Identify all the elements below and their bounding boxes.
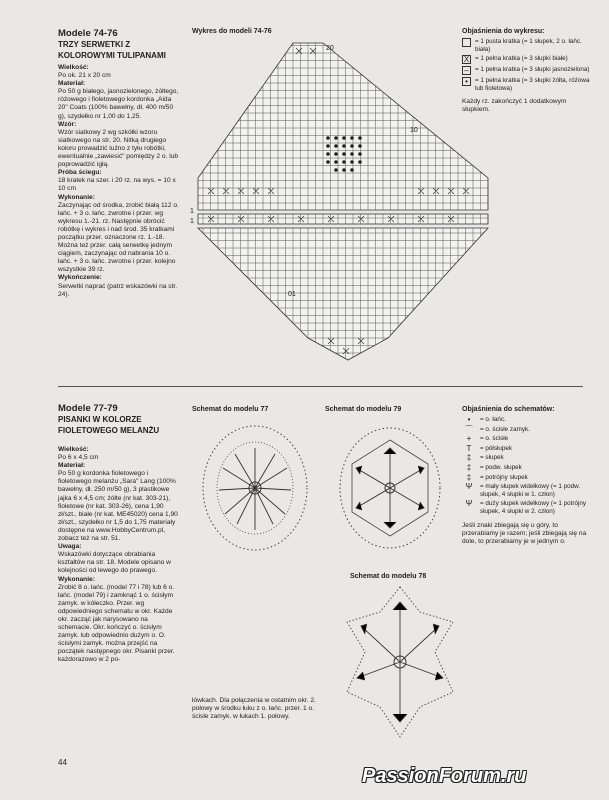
scheme-77-caption: Schemat do modelu 77	[192, 406, 269, 413]
section-divider	[58, 386, 583, 387]
bottom-legend-item	[462, 426, 590, 434]
top-section-label: Wielkość:	[58, 64, 89, 71]
scheme-78-diagram	[335, 582, 465, 742]
bottom-legend-item	[462, 435, 590, 443]
chain-icon: •	[467, 415, 471, 424]
bottom-continued-text: łówkach. Dla połączenia w ostatnim okr. 2. połowy w środku łuku z o. łańc. przer. 1 o. ścisłe zamyk. w łukach 1. połowy.	[192, 697, 316, 721]
small-cluster-icon: Ψ	[465, 482, 473, 492]
top-legend-note: Każdy rz. zakończyć 1 dodatkowym słupkiem.	[462, 98, 567, 114]
top-section	[58, 121, 180, 170]
top-section	[58, 194, 180, 275]
chart-upper-half	[198, 43, 488, 210]
top-section-text: Zaczynając od środka, zrobić białą 112 o. łańc. + 3 o. łańc. zwrotne i przer. wg wykresu 1.-21. rz. Następnie obrócić robótkę i wykres i nad środ. 35 kratkami początku przer. oznaczone rz. 1.-18. Można też przer. całą serwetkę jednym ciągiem, zaczynając od nabrania 10 o. łańc. + 3 o. łańc. zwrotne i przer. kolejno wszystkie 39 rz.	[58, 201, 179, 274]
page-number: 44	[58, 758, 67, 767]
top-section-text: Serwetki naprać (patrz wskazówki na str. 24).	[58, 282, 178, 298]
top-section-label: Próba ściegu:	[58, 169, 102, 177]
bottom-legend-item	[462, 483, 590, 498]
top-legend	[462, 28, 590, 115]
bottom-legend-item	[462, 416, 590, 424]
bottom-section	[58, 462, 180, 543]
top-legend-item	[462, 66, 590, 75]
top-section-label: Materiał:	[58, 80, 86, 88]
bottom-section-label: Materiał:	[58, 462, 86, 470]
bottom-section-label: Uwaga:	[58, 543, 82, 551]
top-section	[58, 64, 180, 80]
top-legend-item	[462, 55, 590, 64]
dot-box-icon: •	[462, 77, 471, 86]
bottom-model-title: Modele 77-79 PISANKI W KOLORZE FIOLETOWEGO MELANŻU	[58, 403, 188, 436]
empty-box-icon	[462, 38, 471, 47]
bottom-instructions	[58, 446, 180, 665]
scheme-77-diagram	[195, 418, 315, 558]
row-label-10: 10	[410, 127, 418, 134]
top-legend-item	[462, 38, 590, 53]
top-instructions	[58, 64, 180, 299]
top-legend-item	[462, 77, 590, 92]
top-section	[58, 169, 180, 193]
top-section-text: Po ok. 21 x 20 cm	[58, 72, 111, 80]
bottom-legend-text: = duży słupek widełkowy (= 1 potrójny słupek, 4 słupki w 2. człon)	[480, 500, 587, 515]
bottom-legend-text: = słupek	[480, 454, 504, 462]
scheme-79-diagram	[330, 418, 450, 558]
bottom-legend-item	[462, 464, 590, 472]
top-legend-text: = 1 pusta kratka (= 1 słupek, 2 o. łańc. biała)	[475, 38, 582, 53]
top-chart-caption: Wykres do modeli 74-76	[192, 28, 272, 35]
bottom-section	[58, 543, 180, 575]
single-crochet-icon: +	[466, 434, 472, 444]
bottom-legend-text: = mały słupek widełkowy (= 1 podw. słupek, 4 słupki w 1. człon)	[480, 483, 581, 498]
double-icon: ‡	[466, 453, 472, 463]
scheme-79-caption: Schemat do modelu 79	[325, 406, 402, 413]
treble-icon: ‡	[466, 462, 472, 472]
bottom-model-subtitle: PISANKI W KOLORZE FIOLETOWEGO MELANŻU	[58, 415, 160, 435]
top-legend-title: Objaśnienia do wykresu:	[462, 28, 545, 35]
bottom-legend-item	[462, 454, 590, 462]
bottom-legend-text: = potrójny słupek	[480, 473, 528, 481]
dash-box-icon: –	[462, 66, 471, 75]
slip-stitch-icon: ⌒	[465, 424, 473, 434]
top-section-label: Wykonanie:	[58, 193, 95, 201]
top-section-text: 18 kratek na szer. i 20 rz. na wys. = 10 x 10 cm	[58, 177, 176, 193]
bottom-legend-text: = półsłupek	[480, 444, 513, 452]
bottom-section	[58, 446, 180, 462]
bottom-section	[58, 576, 180, 665]
top-legend-text: = 1 pełna kratka (= 3 słupki żółta, różowa lub fioletowa)	[475, 77, 590, 92]
bottom-legend-text: = podw. słupek	[480, 463, 522, 471]
x-box-green-icon: X	[463, 55, 470, 65]
triple-treble-icon: ‡	[466, 472, 472, 482]
large-cluster-icon: Ψ	[465, 499, 473, 509]
row-label-1a: 1	[190, 208, 194, 215]
top-section	[58, 80, 180, 120]
half-double-icon: T	[466, 443, 472, 453]
top-model-title: Modele 74-76 TRZY SERWETKI Z KOLOROWYMI TULIPANAMI	[58, 28, 188, 61]
bottom-section-label: Wykonanie:	[58, 575, 95, 583]
bottom-section-text: Po 6 x 4,5 cm	[58, 454, 99, 462]
bottom-legend-text: = o. ścisłe zamyk.	[480, 425, 530, 433]
top-legend-text: = 1 pełna kratka (= 3 słupki jasnozielona)	[475, 66, 590, 74]
bottom-legend-text: = o. łańc.	[480, 416, 506, 423]
chart-lower-half	[198, 228, 488, 360]
bottom-section-text: Zrobić 8 o. łańc. (model 77 i 78) lub 6 o. łańc. (model 79) i zamknąć 1 o. ścisłym zamyk. w kółeczko. Przer. wg odpowiedniego schematu w okr. Każde okr. zacząć jak narysowano na schemacie. Okr. kończyć o. ścisłym zamyk. lub odpowiednio dużym o. O. ścisłymi zamyk. można przejść na początek następnego okr. Pisanki przer. każdorazowo w 2 po-	[58, 583, 175, 664]
top-section-text: Wzór siatkowy 2 wg szkółki wzoru siatkowego na str. 20. Nitką drugiego koloru prowadzić luźno z tyłu robótki, ewentualnie „zawiesić" pomiędzy 2 o. lub poprowadzić igłą.	[58, 128, 178, 169]
top-section-label: Wykończenie:	[58, 274, 102, 282]
scheme-78-caption: Schemat do modelu 78	[350, 573, 427, 580]
watermark: PassionForum.ru	[362, 765, 527, 787]
bottom-section-text: Wskazówki dotyczące obrabiania kształtów na str. 18. Modele opisano w kolejności od lewego do prawego.	[58, 551, 171, 575]
bottom-legend-title: Objaśnienia do schematów:	[462, 406, 555, 413]
row-label-01: 01	[288, 291, 296, 298]
top-section-label: Wzór:	[58, 120, 77, 128]
top-section-text: Po 50 g białego, jasnozielonego, żółtego, różowego i fioletowego kordonka „Aida 20" Coats (100% bawełny, dł. 400 m/50 g), szydełko nr 1,00 do 1,25.	[58, 88, 179, 120]
top-model-subtitle: TRZY SERWETKI Z KOLOROWYMI TULIPANAMI	[58, 40, 166, 60]
bottom-section-label: Wielkość:	[58, 446, 89, 453]
bottom-legend-note: Jeśli znaki zbiegają się u góry, to przerabiamy je razem; jeśli zbiegają się na dole, to przerabiamy je w jednym o.	[462, 521, 587, 545]
bottom-legend	[462, 406, 590, 546]
bottom-legend-text: = o. ścisłe	[480, 435, 509, 443]
top-section	[58, 274, 180, 298]
row-label-20: 20	[326, 45, 334, 52]
chart-middle-band	[198, 214, 488, 224]
top-legend-text: = 1 pełna kratka (= 3 słupki białe)	[475, 55, 568, 63]
row-label-1b: 1	[190, 218, 194, 225]
bottom-section-text: Po 50 g kordonka fioletowego i fioletowego melanżu „Sara" Lang (100% bawełny, dł. 250 m/50 g), 3 plastikowe jajka 6 x 4,5 cm; żółte (nr kat. 303-21), fioletowe (nr kat. 303-26), cena 1,90 zł/szt., białe (nr kat. ME45020) cena 1,90 zł/szt., szydełko nr 1,5 do 1,75 materiały dostępne na www.HobbyCentrum.pl, zobacz też na str. 51.	[58, 470, 178, 543]
bottom-legend-item	[462, 500, 590, 515]
bottom-legend-item	[462, 474, 590, 482]
bottom-legend-item	[462, 445, 590, 453]
